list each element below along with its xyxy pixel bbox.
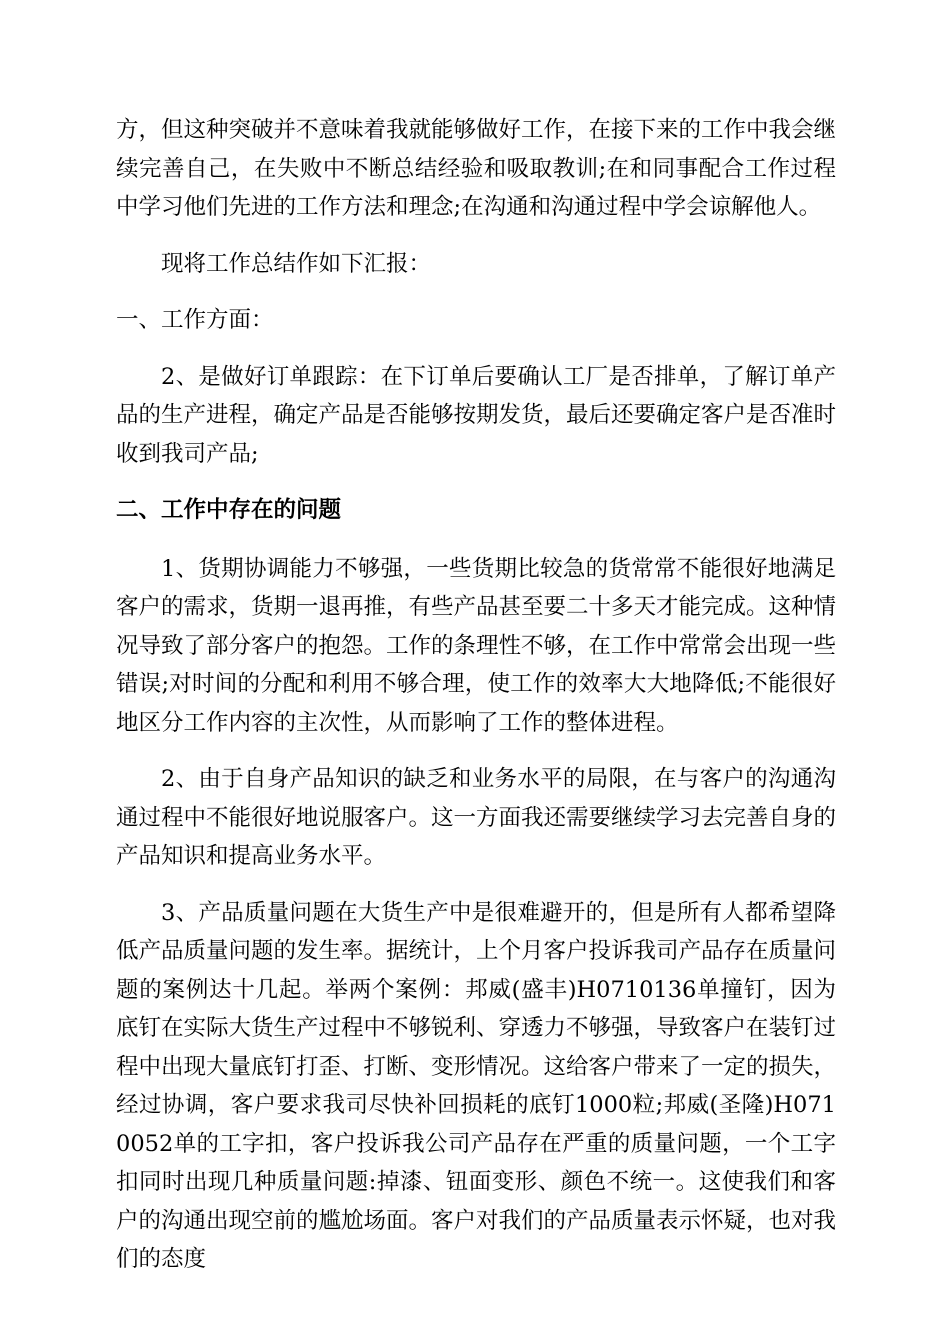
paragraph-report-intro: 现将工作总结作如下汇报： <box>161 250 432 277</box>
paragraph-problem-3: 3、产品质量问题在大货生产中是很难避开的，但是所有人都希望降低产品质量问题的发生率。据统计，上个月客户投诉我司产品存在质量问题的案例达十几起。举两个案例：邦威(盛丰)H0710136单撞钉，因为底钉在实际大货生产过程中不够锐利、穿透力不够强，导致客户在装钉过程中出现大量底钉打歪、打断、变形情况。这给客户带来了一定的损失，经过协调，客户要求我司尽快补回损耗的底钉1000粒;邦威(圣隆)H0710052单的工字扣，客户投诉我公司产品存在严重的质量问题，一个工字扣同时出现几种质量问题:掉漆、钮面变形、颜色不统一。这使我们和客户的沟通出现空前的尴尬场面。客户对我们的产品质量表示怀疑，也对我们的态度 <box>116 899 837 1272</box>
paragraph-problem-2: 2、由于自身产品知识的缺乏和业务水平的局限，在与客户的沟通沟通过程中不能很好地说服客户。这一方面我还需要继续学习去完善自身的产品知识和提高业务水平。 <box>116 766 837 869</box>
section-heading-work: 一、工作方面： <box>116 307 274 333</box>
paragraph-continuation: 方，但这种突破并不意味着我就能够做好工作，在接下来的工作中我会继续完善自己，在失败中不断总结经验和吸取教训;在和同事配合工作过程中学习他们先进的工作方法和理念;在沟通和沟通过程中学会谅解他人。 <box>116 117 837 220</box>
section-heading-problems: 二、工作中存在的问题 <box>116 497 342 523</box>
paragraph-problem-1: 1、货期协调能力不够强，一些货期比较急的货常常不能很好地满足客户的需求，货期一退再推，有些产品甚至要二十多天才能完成。这种情况导致了部分客户的抱怨。工作的条理性不够，在工作中常常会出现一些错误;对时间的分配和利用不够合理，使工作的效率大大地降低;不能很好地区分工作内容的主次性，从而影响了工作的整体进程。 <box>116 555 837 736</box>
document-page <box>116 111 836 1297</box>
paragraph-order-tracking: 2、是做好订单跟踪：在下订单后要确认工厂是否排单，了解订单产品的生产进程，确定产品是否能够按期发货，最后还要确定客户是否准时收到我司产品; <box>116 363 837 467</box>
